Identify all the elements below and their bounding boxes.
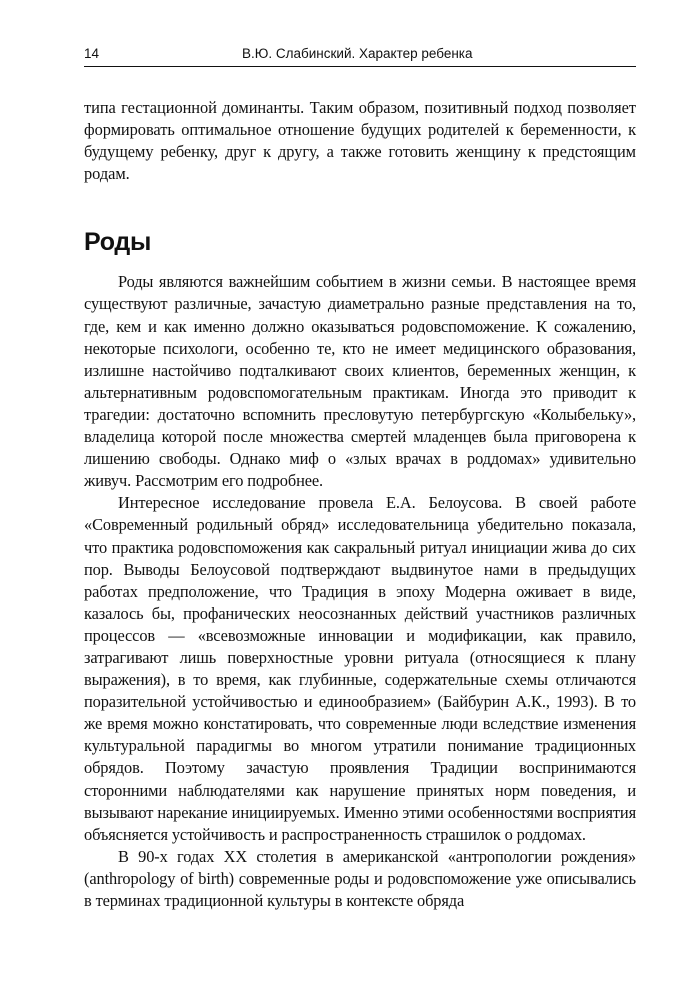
section-heading: Роды (84, 228, 152, 257)
body-paragraph: Интересное исследование провела Е.А. Белоусова. В своей работе «Современный родильный обряд» исследовательница убедительно показала, что практика родовспоможения как сакральный ритуал инициации жива до сих пор. Выводы Белоусовой подтверждают выдвинутое нами в предыдущих работах предположение, что Традиция в эпоху Модерна оживает в виде, казалось бы, профанических неосознанных действий участников различных процессов — «всевозможные инновации и модификации, как правило, затрагивают лишь поверхностные уровни ритуала (относящиеся к плану выражения), в то время, как глубинные, содержательные схемы отличаются поразительной устойчивостью и единообразием» (Байбурин А.К., 1993). В то же время можно констатировать, что современные люди вследствие изменения культуральной парадигмы во многом утратили понимание традиционных обрядов. Поэтому зачастую проявления Традиции воспринимаются сторонними наблюдателями как нарушение принятых норм поведения, и вызывают нарекание инициируемых. Именно этими особенностями восприятия объясняется устойчивость и распространенность страшилок о роддомах. (84, 493, 636, 844)
page-number: 14 (84, 46, 100, 61)
book-page (84, 40, 636, 912)
intro-paragraph: типа гестационной доминанты. Таким образом, позитивный подход позволяет формировать оптимальное отношение будущих родителей к беременности, к будущему ребенку, друг к другу, а также готовить женщину к предстоящим родам. (84, 98, 636, 184)
running-title: В.Ю. Слабинский. Характер ребенка (242, 46, 473, 61)
body-paragraph: В 90-х годах XX столетия в американской «антропологии рождения» (anthropology of birth) современные роды и родовспоможение уже описывались в терминах традиционной культуры в контексте обряда (84, 846, 636, 910)
running-header (84, 40, 636, 67)
body-paragraph: Роды являются важнейшим событием в жизни семьи. В настоящее время существуют различные, зачастую диаметрально разные представления на то, где, кем и как именно должно оказываться родовспоможение. К сожалению, некоторые психологи, особенно те, кто не имеет медицинского образования, излишне настойчиво подталкивают своих клиентов, беременных женщин, к альтернативным родовспомогательным практикам. Иногда это приводит к трагедии: достаточно вспомнить пресловутую петербургскую «Колыбельку», владелица которой после множества смертей младенцев была приговорена к лишению свободы. Однако миф о «злых врачах в роддомах» удивительно живуч. Рассмотрим его подробнее. (84, 272, 636, 491)
